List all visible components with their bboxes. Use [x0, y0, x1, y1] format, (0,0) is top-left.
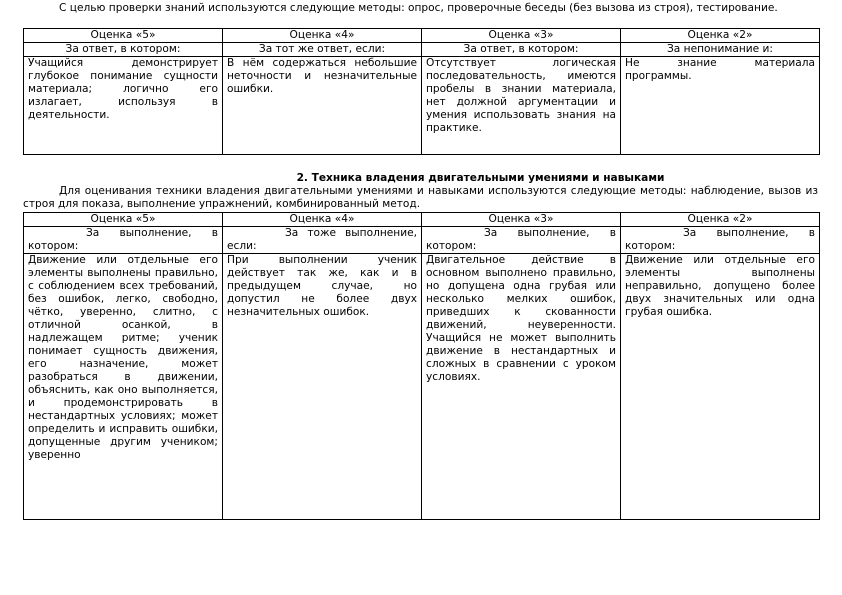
grade-5-header: Оценка «5»	[24, 29, 223, 43]
grade-4-subheader: За тоже выполнение, если:	[223, 227, 422, 254]
section-heading-motor-skills: 2. Техника владения двигательными умениями и навыками	[296, 172, 665, 184]
grade-2-subheader: За выполнение, в котором:	[621, 227, 820, 254]
motor-skills-grading-table	[23, 212, 820, 520]
grade-2-header: Оценка «2»	[621, 213, 820, 227]
grade-5-header: Оценка «5»	[24, 213, 223, 227]
grade-3-criteria: Отсутствует логическая последовательность, имеются пробелы в знании материала, нет должной аргументации и умения использовать знания на практике.	[422, 57, 621, 155]
grade-3-subheader: За ответ, в котором:	[422, 43, 621, 57]
grade-5-subheader: За ответ, в котором:	[24, 43, 223, 57]
grade-3-subheader: За выполнение, в котором:	[422, 227, 621, 254]
table-header-row	[24, 29, 820, 43]
grade-4-header: Оценка «4»	[223, 29, 422, 43]
table-subheader-row	[24, 43, 820, 57]
grade-2-criteria: Не знание материала программы.	[621, 57, 820, 155]
grade-5-criteria: Движение или отдельные его элементы выполнены правильно, с соблюдением всех требований, без ошибок, легко, свободно, чётко, уверенно, слитно, с отличной осанкой, в надлежащем ритме; ученик понимает сущность движения, его назначение, может разобраться в движении, объяснить, как оно выполняется, и продемонстрировать в нестандартных условиях; может определить и исправить ошибки, допущенные другим учеником; уверенно	[24, 254, 223, 520]
grade-4-criteria: При выполнении ученик действует так же, как и в предыдущем случае, но допустил не более двух незначительных ошибок.	[223, 254, 422, 520]
grade-5-criteria: Учащийся демонстрирует глубокое понимание сущности материала; логично его излагает, используя в деятельности.	[24, 57, 223, 155]
grade-2-header: Оценка «2»	[621, 29, 820, 43]
intro-paragraph-motor-skills: Для оценивания техники владения двигательными умениями и навыками используются следующие методы: наблюдение, вызов из строя для показа, выполнение упражнений, комбинированный метод.	[23, 185, 818, 210]
intro-paragraph-knowledge: С целью проверки знаний используются следующие методы: опрос, проверочные беседы (без вызова из строя), тестирование.	[59, 2, 778, 14]
grade-4-criteria: В нём содержаться небольшие неточности и незначительные ошибки.	[223, 57, 422, 155]
table-header-row	[24, 213, 820, 227]
grade-4-subheader: За тот же ответ, если:	[223, 43, 422, 57]
knowledge-grading-table	[23, 28, 820, 155]
table-row	[24, 57, 820, 155]
grade-4-header: Оценка «4»	[223, 213, 422, 227]
grade-3-header: Оценка «3»	[422, 29, 621, 43]
table-subheader-row	[24, 227, 820, 254]
grade-2-subheader: За непонимание и:	[621, 43, 820, 57]
grade-3-criteria: Двигательное действие в основном выполнено правильно, но допущена одна грубая или несколько мелких ошибок, приведших к скованности движений, неуверенности. Учащийся не может выполнить движение в нестандартных и сложных в сравнении с уроком условиях.	[422, 254, 621, 520]
grade-5-subheader: За выполнение, в котором:	[24, 227, 223, 254]
grade-3-header: Оценка «3»	[422, 213, 621, 227]
grade-2-criteria: Движение или отдельные его элементы выполнены неправильно, допущено более двух значительных или одна грубая ошибка.	[621, 254, 820, 520]
table-row	[24, 254, 820, 520]
